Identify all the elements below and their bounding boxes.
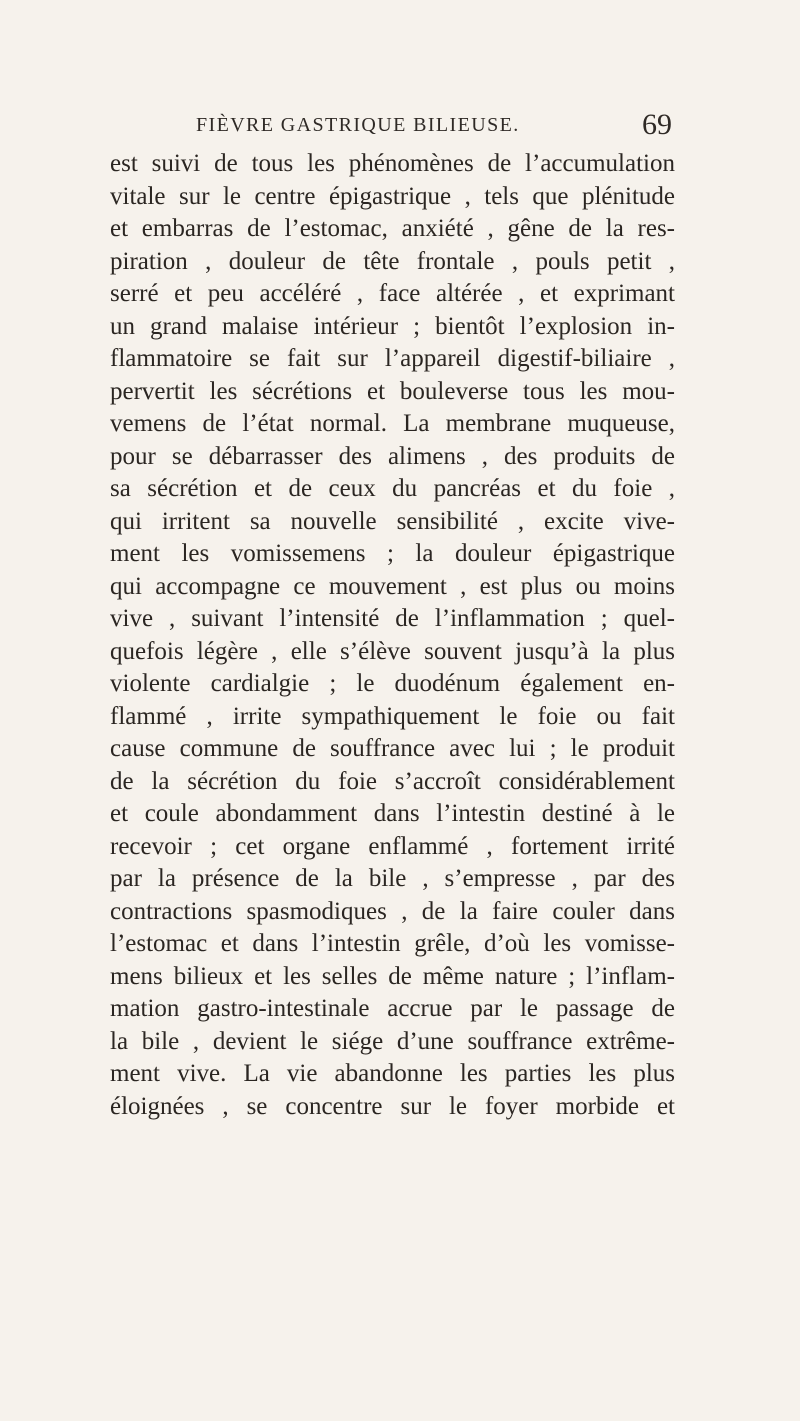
text-line: et embarras de l’estomac, anxiété , gêne de la res- [110,215,675,242]
text-line: serré et peu accéléré , face altérée , et exprimant [110,280,675,307]
text-line: cause commune de souffrance avec lui ; le produit [110,735,675,762]
text-line: violente cardialgie ; le duodénum également en- [110,670,675,697]
text-line: flammé , irrite sympathiquement le foie ou fait [110,702,675,730]
body-text [110,148,675,1123]
running-title: FIÈVRE GASTRIQUE BILIEUSE. [196,114,520,136]
text-line: mation gastro-intestinale accrue par le passage de [110,995,675,1022]
text-line: vemens de l’état normal. La membrane muqueuse, [110,410,675,437]
text-line: pervertit les sécrétions et bouleverse tous les mou- [110,377,675,405]
text-line: vive , suivant l’intensité de l’inflammation ; quel- [110,605,675,632]
text-line: contractions spasmodiques , de la faire couler dans [110,897,675,925]
text-line: l’estomac et dans l’intestin grêle, d’où les vomisse- [110,930,675,957]
text-line: qui irritent sa nouvelle sensibilité , excite vive- [110,507,675,535]
running-head [172,108,672,148]
text-line: par la présence de la bile , s’empresse , par des [110,865,675,892]
text-line: quefois légère , elle s’élève souvent jusqu’à la plus [110,637,675,665]
text-line: de la sécrétion du foie s’accroît considérablement [110,767,675,795]
text-line: est suivi de tous les phénomènes de l’accumulation [110,150,675,177]
page-number: 69 [642,108,672,141]
text-line: la bile , devient le siége d’une souffrance extrême- [110,1027,675,1055]
text-line: mens bilieux et les selles de même nature ; l’inflam- [110,962,675,990]
text-line: éloignées , se concentre sur le foyer morbide et [110,1092,675,1120]
text-line: ment vive. La vie abandonne les parties les plus [110,1060,675,1087]
text-line: vitale sur le centre épigastrique , tels que plénitude [110,182,675,210]
text-line: piration , douleur de tête frontale , pouls petit , [110,247,675,275]
text-line: pour se débarrasser des alimens , des produits de [110,442,675,470]
text-line: un grand malaise intérieur ; bientôt l’explosion in- [110,312,675,340]
text-line: et coule abondamment dans l’intestin destiné à le [110,800,675,827]
text-line: recevoir ; cet organe enflammé , fortement irrité [110,832,675,860]
text-line: qui accompagne ce mouvement , est plus ou moins [110,572,675,600]
text-line: ment les vomissemens ; la douleur épigastrique [110,540,675,567]
text-line: sa sécrétion et de ceux du pancréas et du foie , [110,475,675,502]
text-line: flammatoire se fait sur l’appareil digestif-biliaire , [110,345,675,372]
